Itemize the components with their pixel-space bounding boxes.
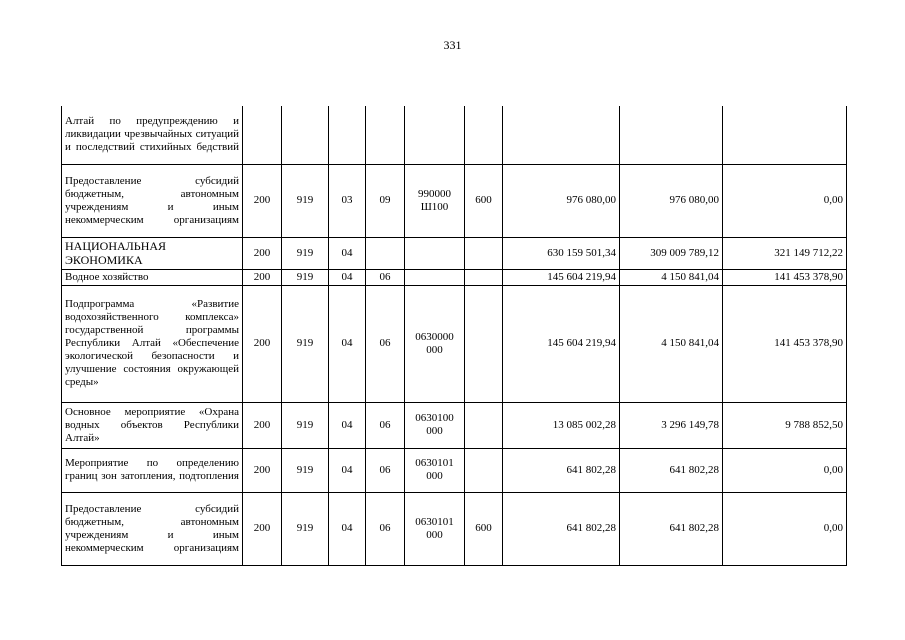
cell-amount-2: 3 296 149,78 <box>620 402 723 448</box>
cell-subsection: 09 <box>366 164 405 237</box>
cell-section: 04 <box>329 402 366 448</box>
row-name: Предоставление субсидий бюджетным, автономным учреждениям и иным некоммерческим организациям <box>62 492 243 565</box>
cell-expense-type <box>465 237 503 269</box>
cell-code-1: 200 <box>243 269 282 285</box>
cell-section: 04 <box>329 448 366 492</box>
cell-amount-1: 976 080,00 <box>503 164 620 237</box>
cell-amount-2: 641 802,28 <box>620 448 723 492</box>
row-name: Водное хозяйство <box>62 269 243 285</box>
cell-amount-1: 630 159 501,34 <box>503 237 620 269</box>
cell-target-article: 0630101 000 <box>405 492 465 565</box>
cell-subsection: 06 <box>366 269 405 285</box>
budget-table <box>61 106 847 566</box>
cell-code-1: 200 <box>243 492 282 565</box>
cell-target-article <box>405 269 465 285</box>
row-name: Мероприятие по определению границ зон затопления, подтопления <box>62 448 243 492</box>
table-row <box>62 269 847 285</box>
page-number: 331 <box>443 38 462 52</box>
cell-amount-3: 141 453 378,90 <box>723 269 847 285</box>
cell-code-2 <box>282 106 329 164</box>
cell-expense-type <box>465 448 503 492</box>
cell-subsection <box>366 237 405 269</box>
table-row <box>62 106 847 164</box>
cell-target-article: 990000 Ш100 <box>405 164 465 237</box>
cell-amount-3: 321 149 712,22 <box>723 237 847 269</box>
cell-amount-2: 4 150 841,04 <box>620 285 723 402</box>
cell-amount-1: 145 604 219,94 <box>503 269 620 285</box>
cell-code-1 <box>243 106 282 164</box>
cell-subsection <box>366 106 405 164</box>
row-name: Алтай по предупреждению и ликвидации чрезвычайных ситуаций и последствий стихийных бедствий <box>62 106 243 164</box>
table-row <box>62 492 847 565</box>
cell-expense-type <box>465 285 503 402</box>
cell-amount-3 <box>723 106 847 164</box>
cell-code-2: 919 <box>282 237 329 269</box>
cell-expense-type <box>465 402 503 448</box>
row-name: Предоставление субсидий бюджетным, автономным учреждениям и иным некоммерческим организациям <box>62 164 243 237</box>
cell-expense-type <box>465 269 503 285</box>
cell-amount-3: 0,00 <box>723 164 847 237</box>
cell-amount-1: 641 802,28 <box>503 492 620 565</box>
cell-amount-3: 141 453 378,90 <box>723 285 847 402</box>
row-name: НАЦИОНАЛЬНАЯ ЭКОНОМИКА <box>62 237 243 269</box>
cell-target-article <box>405 237 465 269</box>
cell-code-1: 200 <box>243 164 282 237</box>
table-body <box>62 106 847 565</box>
cell-subsection: 06 <box>366 285 405 402</box>
row-name: Подпрограмма «Развитие водохозяйственного комплекса» государственной программы Республики Алтай «Обеспечение экологической безопасности и улучшение состояния окружающей среды» <box>62 285 243 402</box>
cell-amount-2: 976 080,00 <box>620 164 723 237</box>
cell-amount-3: 0,00 <box>723 448 847 492</box>
cell-code-2: 919 <box>282 402 329 448</box>
cell-code-1: 200 <box>243 285 282 402</box>
cell-amount-2: 4 150 841,04 <box>620 269 723 285</box>
cell-expense-type: 600 <box>465 164 503 237</box>
cell-code-2: 919 <box>282 164 329 237</box>
cell-section: 04 <box>329 237 366 269</box>
table-row <box>62 285 847 402</box>
cell-amount-1: 145 604 219,94 <box>503 285 620 402</box>
cell-code-2: 919 <box>282 269 329 285</box>
cell-amount-2 <box>620 106 723 164</box>
cell-amount-3: 0,00 <box>723 492 847 565</box>
cell-section: 04 <box>329 269 366 285</box>
cell-target-article: 0630100 000 <box>405 402 465 448</box>
cell-target-article: 0630000 000 <box>405 285 465 402</box>
table-row <box>62 448 847 492</box>
cell-amount-1: 641 802,28 <box>503 448 620 492</box>
cell-expense-type <box>465 106 503 164</box>
table-row <box>62 402 847 448</box>
cell-subsection: 06 <box>366 492 405 565</box>
cell-amount-1 <box>503 106 620 164</box>
cell-section <box>329 106 366 164</box>
cell-amount-3: 9 788 852,50 <box>723 402 847 448</box>
cell-code-2: 919 <box>282 448 329 492</box>
table-row <box>62 237 847 269</box>
cell-amount-1: 13 085 002,28 <box>503 402 620 448</box>
cell-code-1: 200 <box>243 237 282 269</box>
cell-target-article <box>405 106 465 164</box>
cell-code-2: 919 <box>282 285 329 402</box>
cell-section: 04 <box>329 285 366 402</box>
cell-amount-2: 309 009 789,12 <box>620 237 723 269</box>
cell-code-1: 200 <box>243 448 282 492</box>
cell-subsection: 06 <box>366 448 405 492</box>
cell-target-article: 0630101 000 <box>405 448 465 492</box>
cell-code-2: 919 <box>282 492 329 565</box>
cell-expense-type: 600 <box>465 492 503 565</box>
row-name: Основное мероприятие «Охрана водных объектов Республики Алтай» <box>62 402 243 448</box>
cell-code-1: 200 <box>243 402 282 448</box>
cell-section: 03 <box>329 164 366 237</box>
table-row <box>62 164 847 237</box>
cell-section: 04 <box>329 492 366 565</box>
cell-amount-2: 641 802,28 <box>620 492 723 565</box>
cell-subsection: 06 <box>366 402 405 448</box>
